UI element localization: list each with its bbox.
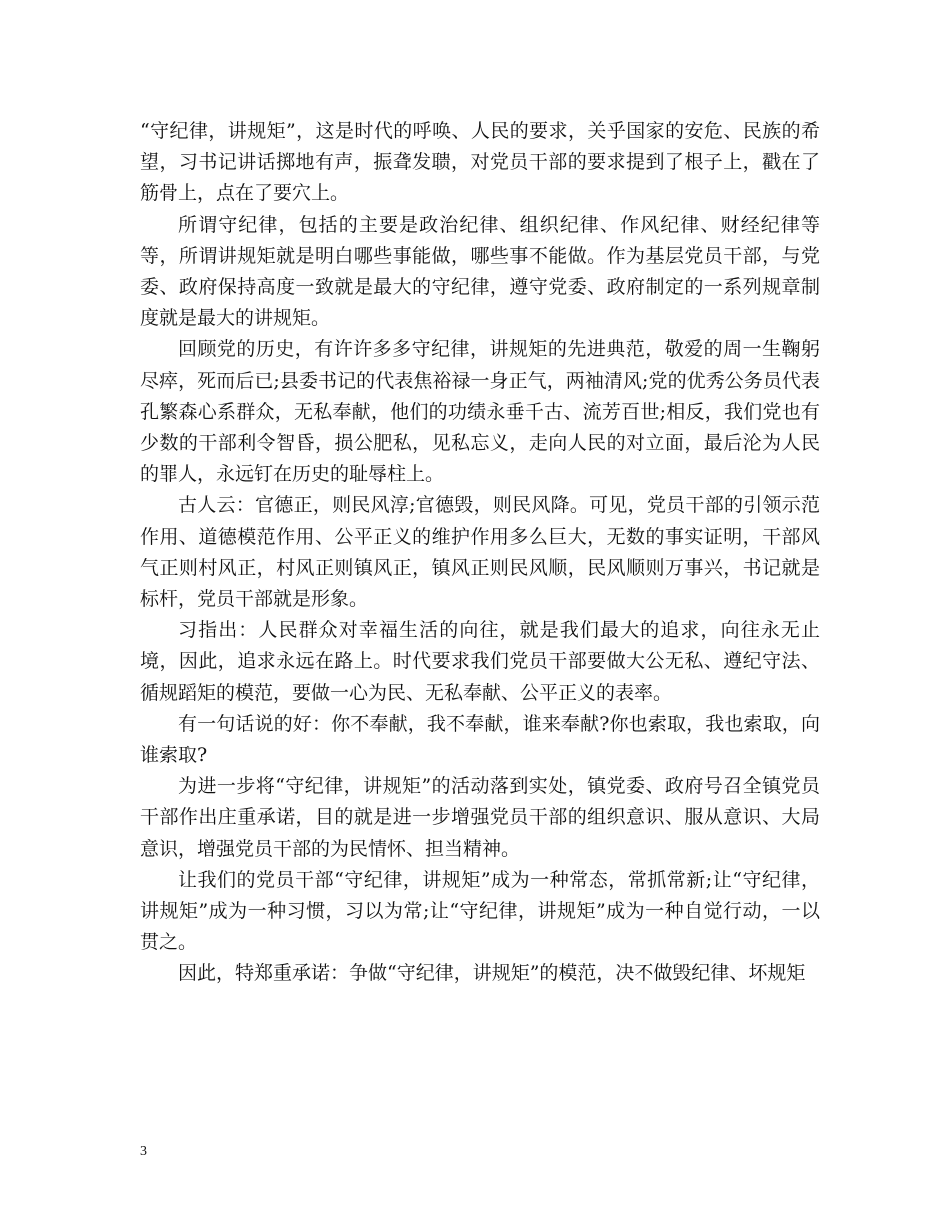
paragraph-1: “守纪律，讲规矩”，这是时代的呼唤、人民的要求，关乎国家的安危、民族的希望，习书记讲话掷地有声，振聋发聩，对党员干部的要求提到了根子上，戳在了筋骨上，点在了要穴上。 [140,120,820,205]
paragraph-9: 因此，特郑重承诺：争做“守纪律，讲规矩”的模范，决不做毁纪律、坏规矩 [178,962,806,985]
document-body [140,116,820,990]
paragraph-4: 古人云：官德正，则民风淳;官德毁，则民风降。可见，党员干部的引领示范作用、道德模范作用、公平正义的维护作用多么巨大，无数的事实证明，干部风气正则村风正，村风正则镇风正，镇风正则民风顺，民风顺则万事兴，书记就是标杆，党员干部就是形象。 [140,494,820,611]
page-number: 3 [140,1144,147,1159]
paragraph-6: 有一句话说的好：你不奉献，我不奉献，谁来奉献?你也索取，我也索取，向谁索取? [140,712,820,767]
paragraph-8: 让我们的党员干部“守纪律，讲规矩”成为一种常态，常抓常新;让“守纪律，讲规矩”成为一种习惯，习以为常;让“守纪律，讲规矩”成为一种自觉行动，一以贯之。 [140,868,820,954]
paragraph-5: 习指出：人民群众对幸福生活的向往，就是我们最大的追求，向往永无止境，因此，追求永远在路上。时代要求我们党员干部要做大公无私、遵纪守法、循规蹈矩的模范，要做一心为民、无私奉献、公平正义的表率。 [140,619,820,704]
paragraph-7: 为进一步将“守纪律，讲规矩”的活动落到实处，镇党委、政府号召全镇党员干部作出庄重承诺，目的就是进一步增强党员干部的组织意识、服从意识、大局意识，增强党员干部的为民情怀、担当精神。 [140,775,820,860]
paragraph-3: 回顾党的历史，有许许多多守纪律，讲规矩的先进典范，敬爱的周一生鞠躬尽瘁，死而后已;县委书记的代表焦裕禄一身正气，两袖清风;党的优秀公务员代表孔繁森心系群众，无私奉献，他们的功绩永垂千古、流芳百世;相反，我们党也有少数的干部利令智昏，损公肥私，见私忘义，走向人民的对立面，最后沦为人民的罪人，永远钉在历史的耻辱柱上。 [140,338,820,486]
paragraph-2: 所谓守纪律，包括的主要是政治纪律、组织纪律、作风纪律、财经纪律等等，所谓讲规矩就是明白哪些事能做，哪些事不能做。作为基层党员干部，与党委、政府保持高度一致就是最大的守纪律，遵守党委、政府制定的一系列规章制度就是最大的讲规矩。 [140,213,820,330]
